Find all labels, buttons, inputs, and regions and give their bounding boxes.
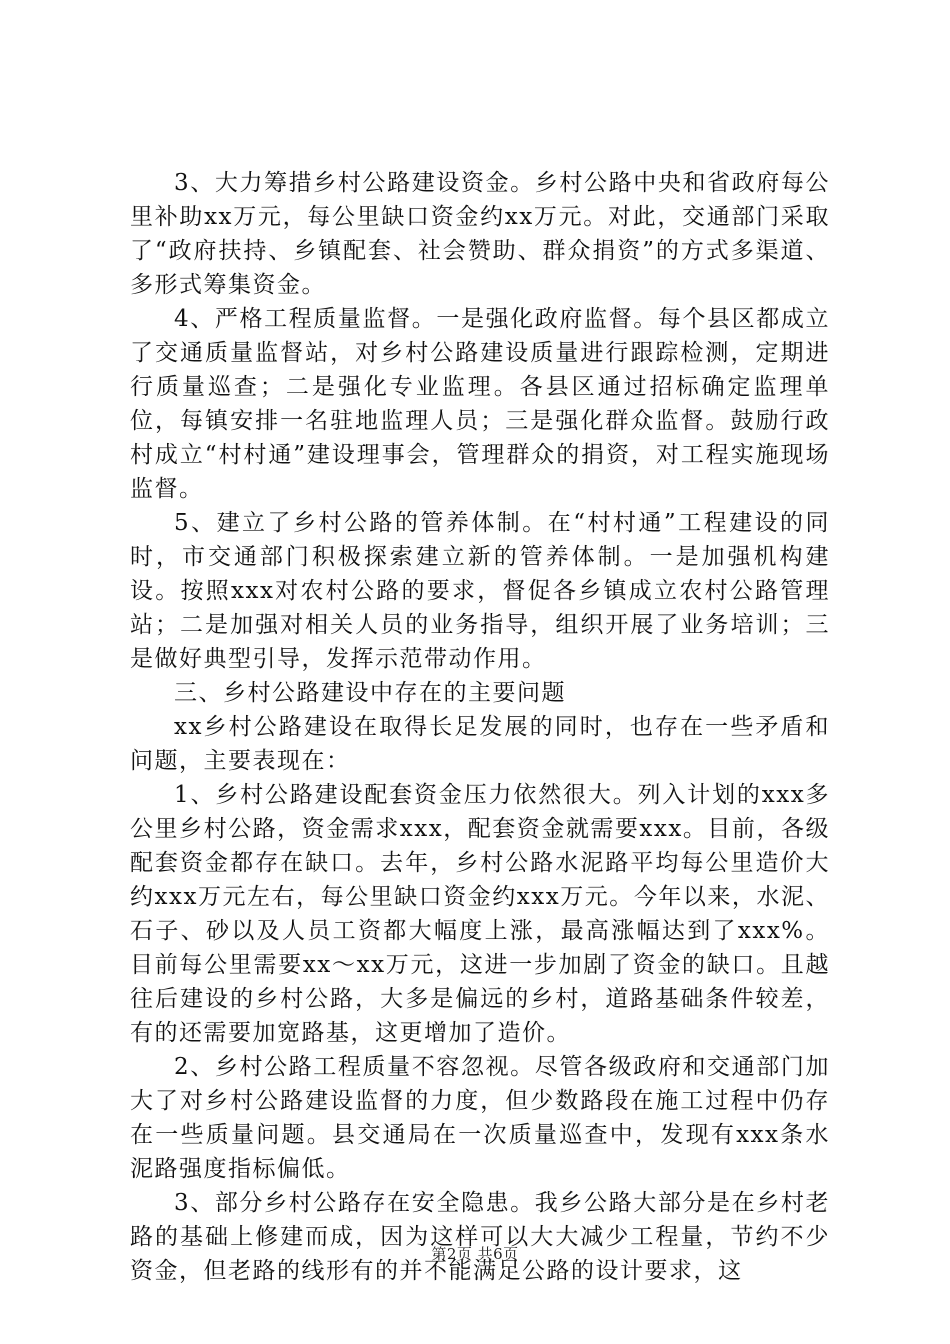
page-number-footer: 第2页 共6页: [431, 1245, 519, 1263]
paragraph: 3、部分乡村公路存在安全隐患。我乡公路大部分是在乡村老路的基础上修建而成，因为这样可以大大减少工程量，节约不少资金，但老路的线形有的并不能满足公路的设计要求，这: [130, 1190, 830, 1284]
paragraph: 2、乡村公路工程质量不容忽视。尽管各级政府和交通部门加大了对乡村公路建设监督的力度，但少数路段在施工过程中仍存在一些质量问题。县交通局在一次质量巡查中，发现有xxx条水泥路强度指标偏低。: [130, 1054, 830, 1182]
paragraph: 1、乡村公路建设配套资金压力依然很大。列入计划的xxx多公里乡村公路，资金需求xxx，配套资金就需要xxx。目前，各级配套资金都存在缺口。去年，乡村公路水泥路平均每公里造价大约xxx万元左右，每公里缺口资金约xxx万元。今年以来，水泥、石子、砂以及人员工资都大幅度上涨，最高涨幅达到了xxx%。目前每公里需要xx～xx万元，这进一步加剧了资金的缺口。且越往后建设的乡村公路，大多是偏远的乡村，道路基础条件较差，有的还需要加宽路基，这更增加了造价。: [130, 782, 830, 1046]
paragraph: xx乡村公路建设在取得长足发展的同时，也存在一些矛盾和问题，主要表现在：: [130, 714, 830, 774]
paragraph: 4、严格工程质量监督。一是强化政府监督。每个县区都成立了交通质量监督站，对乡村公路建设质量进行跟踪检测，定期进行质量巡查；二是强化专业监理。各县区通过招标确定监理单位，每镇安排一名驻地监理人员；三是强化群众监督。鼓励行政村成立“村村通”建设理事会，管理群众的捐资，对工程实施现场监督。: [130, 306, 830, 502]
paragraph: 5、建立了乡村公路的管养体制。在“村村通”工程建设的同时，市交通部门积极探索建立新的管养体制。一是加强机构建设。按照xxx对农村公路的要求，督促各乡镇成立农村公路管理站；二是加强对相关人员的业务指导，组织开展了业务培训；三是做好典型引导，发挥示范带动作用。: [130, 510, 830, 672]
document-body: [130, 166, 830, 1288]
paragraph: 3、大力筹措乡村公路建设资金。乡村公路中央和省政府每公里补助xx万元，每公里缺口资金约xx万元。对此，交通部门采取了“政府扶持、乡镇配套、社会赞助、群众捐资”的方式多渠道、多形式筹集资金。: [130, 170, 830, 298]
section-heading: 三、乡村公路建设中存在的主要问题: [174, 680, 566, 706]
